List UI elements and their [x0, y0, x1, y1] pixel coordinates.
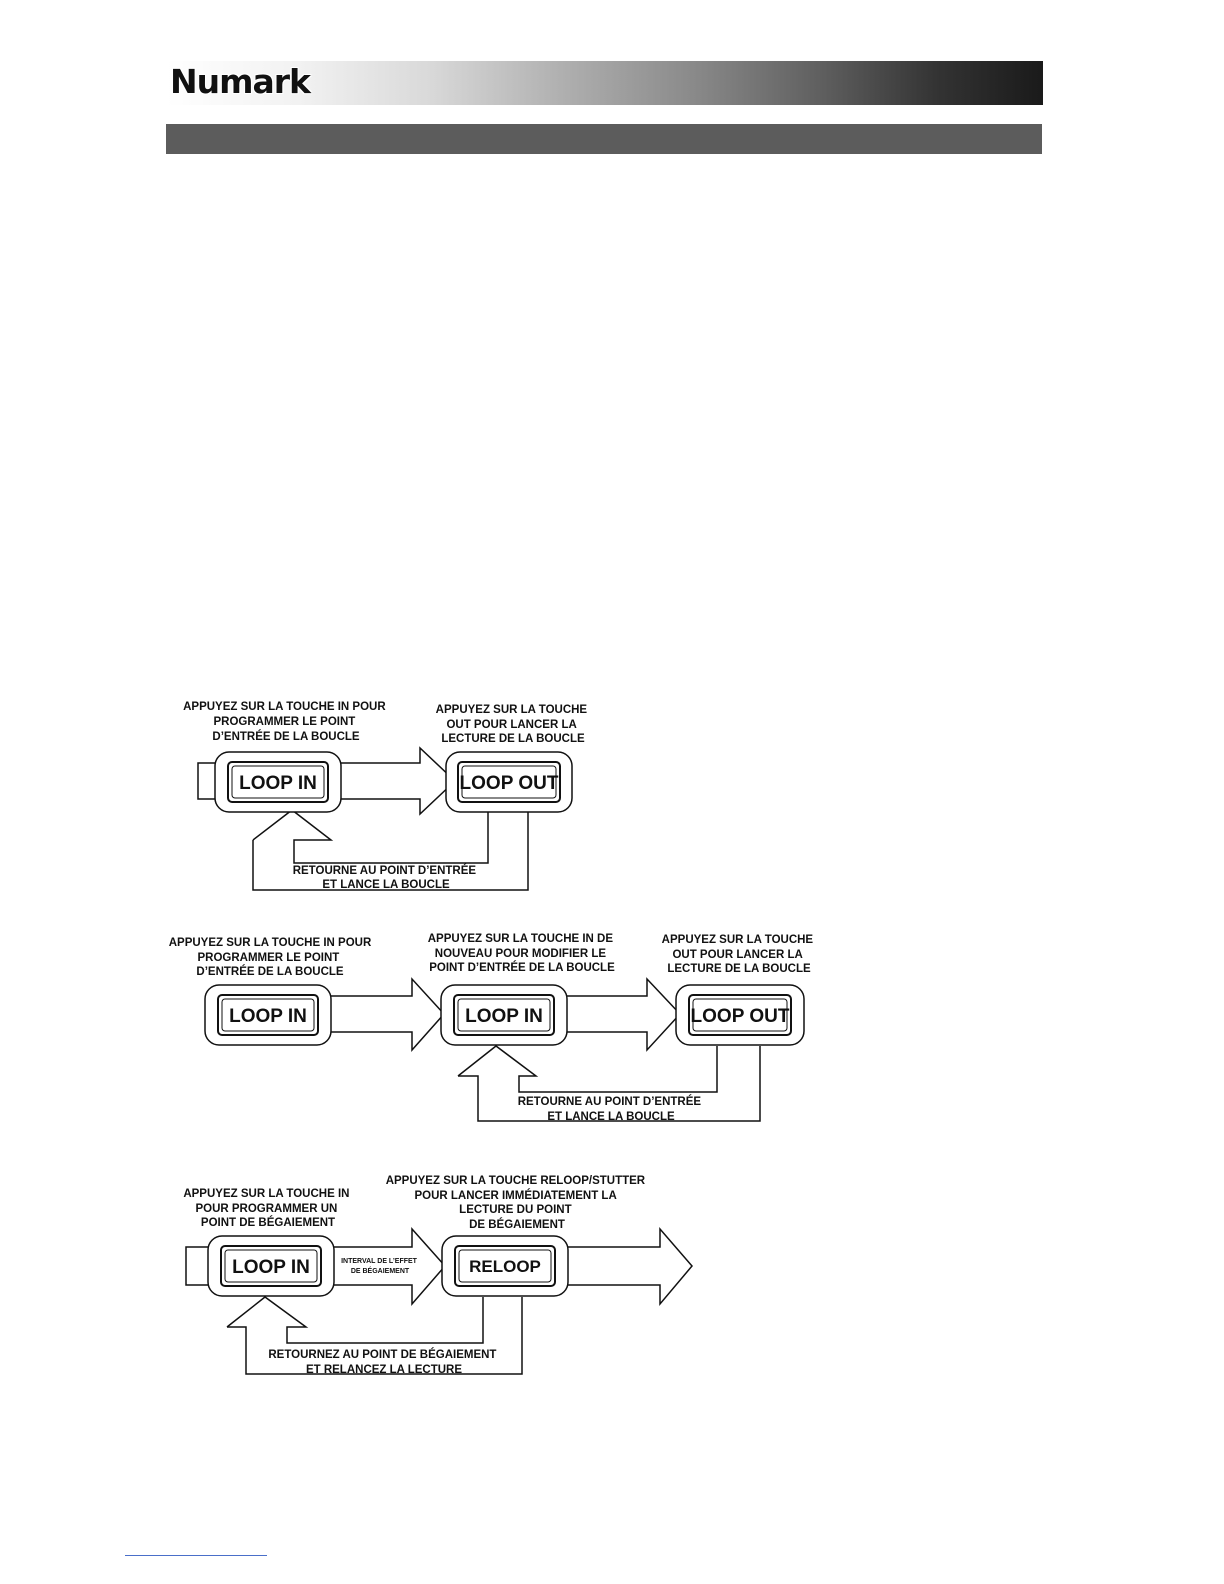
caption-line: ET LANCE LA BOUCLE — [322, 879, 450, 891]
caption-line: APPUYEZ SUR LA TOUCHE IN — [183, 1188, 350, 1200]
caption-line: OUT POUR LANCER LA — [446, 719, 577, 731]
button-label: RELOOP — [469, 1257, 541, 1276]
caption-step1 — [169, 937, 372, 949]
button-label: LOOP OUT — [459, 773, 559, 794]
caption-line: ET LANCE LA BOUCLE — [547, 1111, 675, 1123]
caption-line: APPUYEZ SUR LA TOUCHE — [661, 934, 814, 946]
caption-line: APPUYEZ SUR LA TOUCHE IN POUR — [183, 701, 386, 713]
caption-line: POUR LANCER IMMÉDIATEMENT LA — [414, 1190, 617, 1202]
reloop-button-graphic — [442, 1236, 568, 1296]
loop-out-button-graphic — [446, 752, 572, 812]
caption-line: NOUVEAU POUR MODIFIER LE — [434, 948, 607, 960]
loop-in-button-graphic-2 — [441, 985, 567, 1045]
caption-line: RETOURNE AU POINT D’ENTRÉE — [517, 1096, 702, 1108]
caption-line: ET RELANCEZ LA LECTURE — [305, 1364, 463, 1376]
caption-line: LECTURE DE LA BOUCLE — [441, 733, 585, 745]
caption-line: D’ENTRÉE DE LA BOUCLE — [212, 731, 360, 743]
caption-line: POINT DE BÉGAIEMENT — [200, 1217, 336, 1229]
caption-line: POINT D’ENTRÉE DE LA BOUCLE — [429, 962, 615, 974]
caption-return — [518, 1095, 705, 1123]
caption-line: DE BÉGAIEMENT — [469, 1219, 565, 1231]
button-label: LOOP OUT — [690, 1006, 790, 1027]
caption-step2 — [428, 933, 617, 974]
return-arrow — [255, 810, 528, 890]
caption-line: LECTURE DE LA BOUCLE — [667, 963, 811, 975]
loop-diagram-2 — [150, 925, 830, 1130]
caption-line: OUT POUR LANCER LA — [672, 949, 803, 961]
caption-line: RETOURNEZ AU POINT DE BÉGAIEMENT — [268, 1349, 497, 1361]
caption-return — [293, 864, 480, 891]
caption-step2 — [436, 704, 591, 745]
footer-link-underline[interactable] — [125, 1555, 267, 1556]
caption-line: PROGRAMMER LE POINT — [197, 952, 340, 964]
caption-line: PROGRAMMER LE POINT — [213, 716, 356, 728]
button-label: LOOP IN — [239, 773, 317, 794]
caption-step3 — [662, 934, 817, 975]
loop-diagram-1 — [170, 690, 600, 900]
caption-line: D’ENTRÉE DE LA BOUCLE — [196, 966, 344, 978]
caption-line: RETOURNE AU POINT D’ENTRÉE — [292, 865, 477, 877]
caption-line: POUR PROGRAMMER UN — [195, 1203, 338, 1215]
loop-in-button-graphic — [215, 752, 341, 812]
caption-line: APPUYEZ SUR LA TOUCHE RELOOP/STUTTER — [385, 1175, 646, 1187]
button-label: LOOP IN — [465, 1006, 543, 1027]
brand-logo: Numark — [170, 62, 310, 101]
caption-line: APPUYEZ SUR LA TOUCHE — [435, 704, 588, 716]
caption-step2 — [386, 1175, 649, 1231]
flow-arrow-2 — [562, 1229, 692, 1304]
caption-line: DE BÉGAIEMENT — [350, 1268, 410, 1275]
caption-line: APPUYEZ SUR LA TOUCHE IN DE — [427, 933, 614, 945]
button-label: LOOP IN — [232, 1257, 310, 1278]
caption-line: APPUYEZ SUR LA TOUCHE IN POUR — [168, 937, 372, 949]
caption-step1 — [183, 701, 389, 743]
caption-return — [268, 1348, 499, 1376]
caption-line: INTERVAL DE L’EFFET — [341, 1258, 417, 1265]
caption-step1 — [183, 1188, 352, 1229]
stutter-diagram-3 — [170, 1165, 700, 1380]
section-title-bar — [166, 124, 1042, 154]
button-label: LOOP IN — [229, 1006, 307, 1027]
svg-text:PROGRAMMER LE POINT D’ENTR — [196, 952, 343, 978]
caption-line: LECTURE DU POINT — [459, 1204, 572, 1216]
loop-in-button-graphic — [208, 1236, 334, 1296]
loop-out-button-graphic — [676, 985, 804, 1045]
flow-arrow-2 — [564, 979, 680, 1050]
flow-arrow-1 — [330, 979, 444, 1050]
loop-in-button-graphic — [205, 985, 331, 1045]
